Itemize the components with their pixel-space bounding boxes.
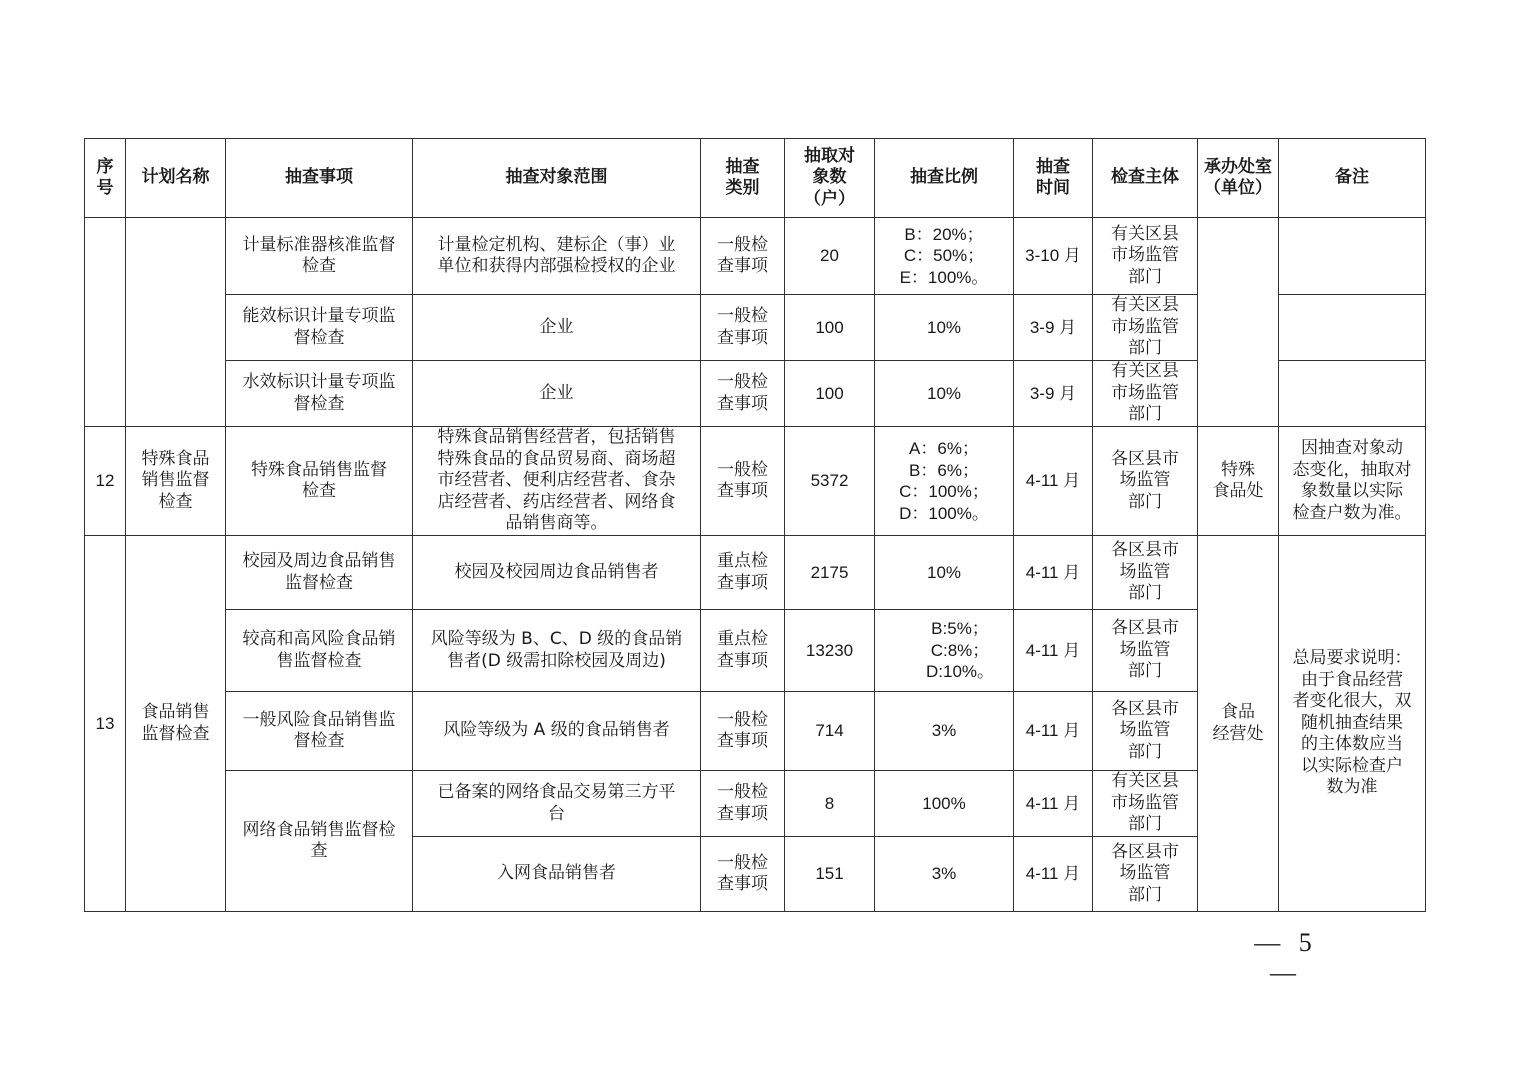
seq-cell: 13 (85, 536, 126, 912)
subject-cell: 有关区县 市场监管 部门 (1093, 361, 1198, 427)
count-cell: 8 (785, 771, 875, 837)
inspection-plan-table (84, 138, 1426, 912)
ratio-cell: B：20%； C：50%； E：100%。 (875, 218, 1014, 295)
item-cell: 网络食品销售监督检 查 (226, 771, 413, 912)
count-cell: 100 (785, 361, 875, 427)
time-cell: 4-11 月 (1014, 610, 1093, 692)
ratio-cell: A：6%； B：6%； C：100%； D：100%。 (875, 427, 1014, 536)
note-cell (1279, 295, 1426, 361)
header-ratio: 抽查比例 (875, 139, 1014, 218)
count-cell: 151 (785, 837, 875, 912)
time-cell: 3-9 月 (1014, 295, 1093, 361)
dept-cell: 特殊 食品处 (1198, 427, 1279, 536)
header-scope: 抽查对象范围 (413, 139, 701, 218)
time-cell: 4-11 月 (1014, 427, 1093, 536)
plan-cell-empty (126, 218, 226, 427)
seq-cell: 12 (85, 427, 126, 536)
scope-cell: 特殊食品销售经营者，包括销售 特殊食品的食品贸易商、商场超 市经营者、便利店经营者、食杂 店经营者、药店经营者、网络食 品销售商等。 (413, 427, 701, 536)
item-cell: 一般风险食品销售监 督检查 (226, 692, 413, 771)
header-dept: 承办处室 （单位） (1198, 139, 1279, 218)
ratio-cell: 10% (875, 295, 1014, 361)
item-cell: 较高和高风险食品销 售监督检查 (226, 610, 413, 692)
dept-cell: 食品 经营处 (1198, 536, 1279, 912)
time-cell: 4-11 月 (1014, 837, 1093, 912)
ratio-cell: 3% (875, 692, 1014, 771)
header-plan: 计划名称 (126, 139, 226, 218)
time-cell: 3-9 月 (1014, 361, 1093, 427)
table-row (85, 218, 1426, 295)
type-cell: 一般检 查事项 (701, 295, 785, 361)
item-cell: 水效标识计量专项监 督检查 (226, 361, 413, 427)
header-type: 抽查 类别 (701, 139, 785, 218)
scope-cell: 风险等级为 B、C、D 级的食品销 售者(D 级需扣除校园及周边) (413, 610, 701, 692)
item-cell: 能效标识计量专项监 督检查 (226, 295, 413, 361)
table-row (85, 427, 1426, 536)
dept-cell-empty (1198, 218, 1279, 427)
time-cell: 4-11 月 (1014, 692, 1093, 771)
type-cell: 重点检 查事项 (701, 610, 785, 692)
scope-cell: 风险等级为 A 级的食品销售者 (413, 692, 701, 771)
type-cell: 一般检 查事项 (701, 771, 785, 837)
subject-cell: 有关区县 市场监管 部门 (1093, 218, 1198, 295)
ratio-cell: 3% (875, 837, 1014, 912)
time-cell: 3-10 月 (1014, 218, 1093, 295)
subject-cell: 各区县市 场监管 部门 (1093, 692, 1198, 771)
type-cell: 一般检 查事项 (701, 361, 785, 427)
scope-cell: 企业 (413, 295, 701, 361)
type-cell: 重点检 查事项 (701, 536, 785, 610)
item-cell: 特殊食品销售监督 检查 (226, 427, 413, 536)
header-time: 抽查 时间 (1014, 139, 1093, 218)
header-seq: 序 号 (85, 139, 126, 218)
scope-cell: 校园及校园周边食品销售者 (413, 536, 701, 610)
type-cell: 一般检 查事项 (701, 837, 785, 912)
plan-cell: 食品销售 监督检查 (126, 536, 226, 912)
ratio-cell: B:5%； C:8%； D:10%。 (875, 610, 1014, 692)
ratio-cell: 10% (875, 361, 1014, 427)
note-cell: 总局要求说明： 由于食品经营 者变化很大，双 随机抽查结果 的主体数应当 以实际检查户 数为准 (1279, 536, 1426, 912)
subject-cell: 各区县市 场监管 部门 (1093, 427, 1198, 536)
count-cell: 20 (785, 218, 875, 295)
page-number: — 5 — (1254, 928, 1318, 987)
scope-cell: 企业 (413, 361, 701, 427)
table-row (85, 536, 1426, 610)
header-row (85, 139, 1426, 218)
seq-cell-empty (85, 218, 126, 427)
scope-cell: 计量检定机构、建标企（事）业 单位和获得内部强检授权的企业 (413, 218, 701, 295)
ratio-cell: 100% (875, 771, 1014, 837)
note-cell (1279, 218, 1426, 295)
scope-cell: 入网食品销售者 (413, 837, 701, 912)
count-cell: 13230 (785, 610, 875, 692)
count-cell: 100 (785, 295, 875, 361)
scope-cell: 已备案的网络食品交易第三方平 台 (413, 771, 701, 837)
header-item: 抽查事项 (226, 139, 413, 218)
subject-cell: 有关区县 市场监管 部门 (1093, 295, 1198, 361)
time-cell: 4-11 月 (1014, 536, 1093, 610)
note-cell: 因抽查对象动 态变化，抽取对 象数量以实际 检查户数为准。 (1279, 427, 1426, 536)
header-count: 抽取对 象数 （户） (785, 139, 875, 218)
time-cell: 4-11 月 (1014, 771, 1093, 837)
type-cell: 一般检 查事项 (701, 218, 785, 295)
count-cell: 2175 (785, 536, 875, 610)
header-subject: 检查主体 (1093, 139, 1198, 218)
count-cell: 714 (785, 692, 875, 771)
ratio-cell: 10% (875, 536, 1014, 610)
type-cell: 一般检 查事项 (701, 692, 785, 771)
note-cell (1279, 361, 1426, 427)
header-note: 备注 (1279, 139, 1426, 218)
subject-cell: 各区县市 场监管 部门 (1093, 610, 1198, 692)
subject-cell: 各区县市 场监管 部门 (1093, 536, 1198, 610)
subject-cell: 有关区县 市场监管 部门 (1093, 771, 1198, 837)
subject-cell: 各区县市 场监管 部门 (1093, 837, 1198, 912)
type-cell: 一般检 查事项 (701, 427, 785, 536)
count-cell: 5372 (785, 427, 875, 536)
plan-cell: 特殊食品 销售监督 检查 (126, 427, 226, 536)
item-cell: 计量标准器核准监督 检查 (226, 218, 413, 295)
item-cell: 校园及周边食品销售 监督检查 (226, 536, 413, 610)
